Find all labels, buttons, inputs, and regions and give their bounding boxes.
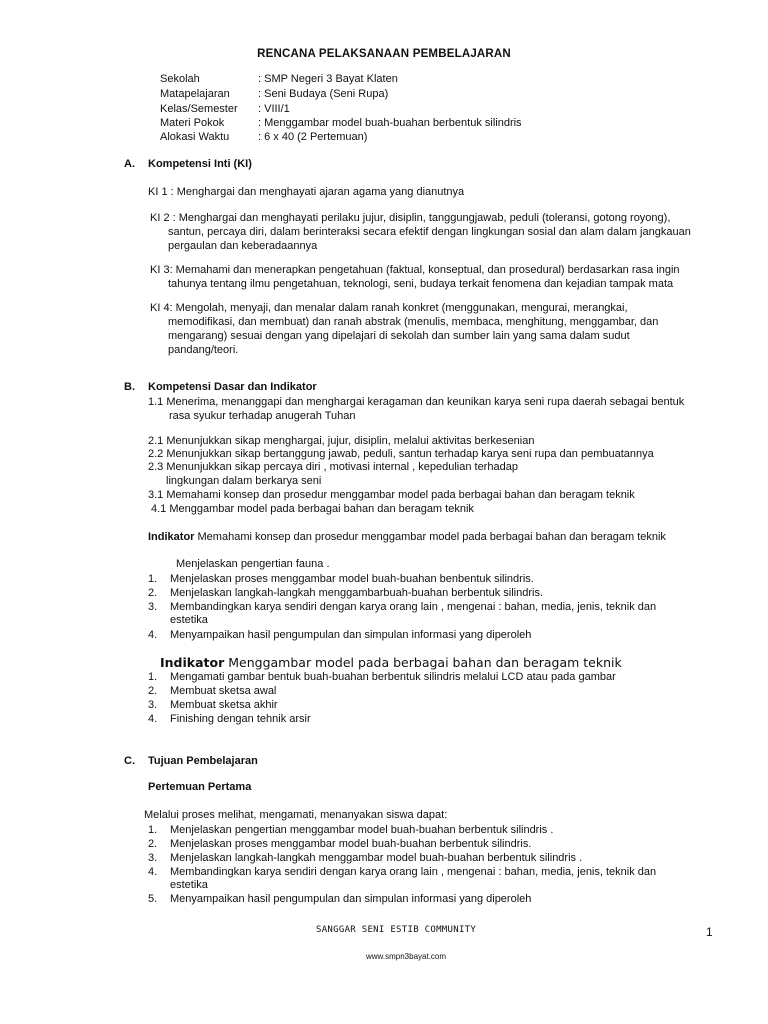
identity-label-time: Alokasi Waktu xyxy=(160,131,230,143)
indicator-1 xyxy=(148,531,666,544)
indicator-1-text: Memahami konsep dan prosedur menggambar model pada berbagai bahan dan beragam teknik xyxy=(197,531,666,543)
indicator-2-item-text: Membuat sketsa awal xyxy=(170,685,277,697)
indicator-1-label: Indikator xyxy=(148,531,195,543)
kd-2-1: 2.1 Menunjukkan sikap menghargai, jujur, disiplin, melalui aktivitas berkesenian xyxy=(148,435,535,447)
indicator-2 xyxy=(160,656,622,669)
identity-value-school: : SMP Negeri 3 Bayat Klaten xyxy=(258,73,398,85)
objectives-intro: Melalui proses melihat, mengamati, menanyakan siswa dapat: xyxy=(144,809,448,821)
footer-community: SANGGAR SENI ESTIB COMMUNITY xyxy=(316,925,477,935)
objective-text: Menjelaskan pengertian menggambar model buah-buahan berbentuk silindris . xyxy=(170,824,554,836)
indicator-1-item-num: 2. xyxy=(148,587,158,599)
ki2-line-2: santun, percaya diri, dalam berinteraksi secara efektif dengan lingkungan sosial dan alam dalam jangkauan xyxy=(168,226,691,238)
identity-label-topic: Materi Pokok xyxy=(160,117,225,129)
indicator-2-item-num: 4. xyxy=(148,713,158,725)
objective-text-cont: estetika xyxy=(170,879,208,891)
indicator-2-item-num: 2. xyxy=(148,685,158,697)
indicator-1-item-text: Menyampaikan hasil pengumpulan dan simpulan informasi yang diperoleh xyxy=(170,629,532,641)
section-b-letter: B. xyxy=(124,381,135,393)
section-c-letter: C. xyxy=(124,755,135,767)
objective-text: Membandingkan karya sendiri dengan karya orang lain , mengenai : bahan, media, jenis, teknik dan xyxy=(170,866,657,878)
ki3-line-2: tahunya tentang ilmu pengetahuan, teknologi, seni, budaya terkait fenomena dan kejadian tampak mata xyxy=(168,278,674,290)
kd-2-3-line-2: lingkungan dalam berkarya seni xyxy=(166,475,322,487)
identity-label-school: Sekolah xyxy=(160,73,200,85)
indicator-1-item-num: 4. xyxy=(148,629,158,641)
indicator-1-item-text: Menjelaskan proses menggambar model buah-buahan benbentuk silindris. xyxy=(170,573,534,585)
identity-value-topic: : Menggambar model buah-buahan berbentuk silindris xyxy=(258,117,522,129)
kd-1-1-line-2: rasa syukur terhadap anugerah Tuhan xyxy=(169,410,356,422)
identity-label-class: Kelas/Semester xyxy=(160,103,238,115)
document-title: RENCANA PELAKSANAAN PEMBELAJARAN xyxy=(257,48,511,60)
kd-3-1: 3.1 Memahami konsep dan prosedur menggambar model pada berbagai bahan dan beragam teknik xyxy=(148,489,635,501)
section-c-heading: Tujuan Pembelajaran xyxy=(148,755,258,767)
section-a-heading: Kompetensi Inti (KI) xyxy=(148,158,252,170)
meeting-heading: Pertemuan Pertama xyxy=(148,781,252,793)
page-number: 1 xyxy=(706,925,713,939)
section-a-letter: A. xyxy=(124,158,135,170)
indicator-2-text: Menggambar model pada berbagai bahan dan beragam teknik xyxy=(228,655,622,670)
indicator-1-item-num: 1. xyxy=(148,573,158,585)
identity-value-class: : VIII/1 xyxy=(258,103,290,115)
identity-label-subject: Matapelajaran xyxy=(160,88,230,100)
ki4-line-4: pandang/teori. xyxy=(168,344,239,356)
indicator-2-item-num: 3. xyxy=(148,699,158,711)
ki4-line-2: memodifikasi, dan membuat) dan ranah abstrak (menulis, membaca, menghitung, menggambar, dan xyxy=(168,316,659,328)
identity-value-time: : 6 x 40 (2 Pertemuan) xyxy=(258,131,368,143)
ki2-line-1: KI 2 : Menghargai dan menghayati perilaku jujur, disiplin, tanggungjawab, peduli (toleransi, gotong royong), xyxy=(150,212,671,224)
kd-2-3-line-1: 2.3 Menunjukkan sikap percaya diri , motivasi internal , kepedulian terhadap xyxy=(148,461,518,473)
indicator-1-item-num: 3. xyxy=(148,601,158,613)
kd-4-1: 4.1 Menggambar model pada berbagai bahan dan beragam teknik xyxy=(151,503,474,515)
objective-num: 3. xyxy=(148,852,158,864)
indicator-1-item-text-cont: estetika xyxy=(170,614,208,626)
indicator-1-intro: Menjelaskan pengertian fauna . xyxy=(176,558,330,570)
objective-num: 5. xyxy=(148,893,158,905)
indicator-2-item-text: Membuat sketsa akhir xyxy=(170,699,278,711)
kd-2-2: 2.2 Menunjukkan sikap bertanggung jawab, peduli, santun terhadap karya seni rupa dan pembuatannya xyxy=(148,448,654,460)
ki1-text: KI 1 : Menghargai dan menghayati ajaran agama yang dianutnya xyxy=(148,186,465,198)
objective-text: Menjelaskan langkah-langkah menggambar model buah-buahan berbentuk silindris . xyxy=(170,852,583,864)
objective-num: 2. xyxy=(148,838,158,850)
objective-text: Menyampaikan hasil pengumpulan dan simpulan informasi yang diperoleh xyxy=(170,893,532,905)
indicator-1-item-text: Membandingkan karya sendiri dengan karya orang lain , mengenai : bahan, media, jenis, teknik dan xyxy=(170,601,657,613)
indicator-2-label: Indikator xyxy=(160,655,225,670)
section-b-heading: Kompetensi Dasar dan Indikator xyxy=(148,381,317,393)
objective-num: 4. xyxy=(148,866,158,878)
kd-1-1-line-1: 1.1 Menerima, menanggapi dan menghargai keragaman dan keunikan karya seni rupa daerah sebagai bentuk xyxy=(148,396,685,408)
ki2-line-3: pergaulan dan keberadaannya xyxy=(168,240,318,252)
objective-num: 1. xyxy=(148,824,158,836)
indicator-2-item-text: Finishing dengan tehnik arsir xyxy=(170,713,311,725)
indicator-2-item-text: Mengamati gambar bentuk buah-buahan berbentuk silindris melalui LCD atau pada gambar xyxy=(170,671,616,683)
footer-website[interactable]: www.smpn3bayat.com xyxy=(366,952,447,961)
indicator-2-item-num: 1. xyxy=(148,671,158,683)
ki4-line-3: mengarang) sesuai dengan yang dipelajari di sekolah dan sumber lain yang sama dalam sudut xyxy=(168,330,630,342)
identity-value-subject: : Seni Budaya (Seni Rupa) xyxy=(258,88,389,100)
objective-text: Menjelaskan proses menggambar model buah-buahan berbentuk silindris. xyxy=(170,838,532,850)
indicator-1-item-text: Menjelaskan langkah-langkah menggambarbuah-buahan berbentuk silindris. xyxy=(170,587,544,599)
ki3-line-1: KI 3: Memahami dan menerapkan pengetahuan (faktual, konseptual, dan prosedural) berdasarkan rasa ingin xyxy=(150,264,680,276)
ki4-line-1: KI 4: Mengolah, menyaji, dan menalar dalam ranah konkret (menggunakan, mengurai, merangkai, xyxy=(150,302,628,314)
